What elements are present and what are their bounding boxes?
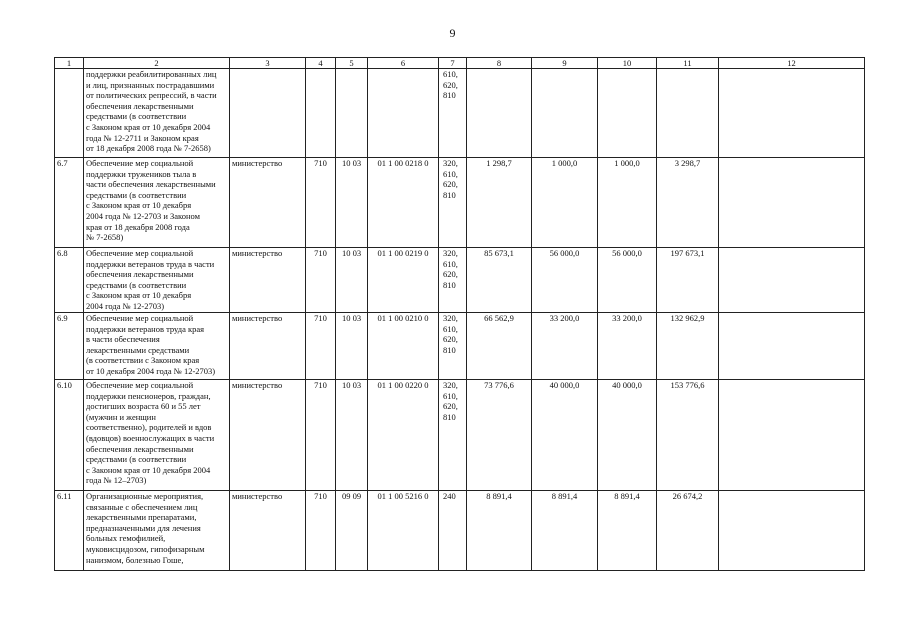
executor-cell: министерство [230,491,306,571]
target-article-cell: 01 1 00 5216 0 [368,491,439,571]
measure-name-cell-line: 2004 года № 12-2703) [86,300,165,311]
grbs-code-cell [306,69,336,158]
measure-name-cell-line: (в соответствии с Законом края [86,355,200,366]
measure-name-cell-line: предназначенными для лечения [86,522,201,533]
total-cell: 153 776,6 [657,380,719,491]
amount-cell-col9: 1 000,0 [532,158,598,248]
column-header: 11 [657,58,719,69]
row-number-cell: 6.10 [55,380,84,491]
measure-name-cell-line: с Законом края от 10 декабря [86,200,192,211]
measure-name-cell [84,380,230,491]
column-header: 7 [439,58,467,69]
expense-type-cell-line: 320, [443,380,458,390]
column-header: 3 [230,58,306,69]
expense-type-cell-line: 620, [443,79,458,90]
measure-name-cell-line: поддержки реабилитированных лиц [86,69,217,79]
table-row [55,69,865,158]
table-row [55,248,865,313]
measure-name-cell-line: (мужчин и женщин [86,411,156,422]
measure-name-cell-line: средствами (в соответствии [86,111,187,122]
measure-name-cell-line: соответственно), родителей и вдов [86,422,212,433]
amount-cell-col8: 73 776,6 [467,380,532,491]
measure-name-cell-line: связанные с обеспечением лиц [86,501,198,512]
table-header-row [55,58,865,69]
executor-cell [230,69,306,158]
total-cell [657,69,719,158]
measure-name-cell-line: № 7-2658) [86,232,124,243]
amount-cell-col8: 85 673,1 [467,248,532,313]
measure-name-cell [84,69,230,158]
measure-name-cell-line: года № 12–2703) [86,475,147,486]
measure-name-cell-line: поддержки тружеников тыла в [86,168,197,179]
expense-type-cell-line: 620, [443,401,458,412]
expense-type-cell [439,248,467,313]
amount-cell-col8: 66 562,9 [467,313,532,380]
measure-name-cell-line: Обеспечение мер социальной [86,158,194,168]
expense-type-cell [439,491,467,571]
target-article-cell: 01 1 00 0220 0 [368,380,439,491]
result-cell [719,380,865,491]
column-header: 5 [336,58,368,69]
amount-cell-col9: 33 200,0 [532,313,598,380]
expense-type-cell-line: 810 [443,90,456,101]
measure-name-cell-line: от 10 декабря 2004 года № 12-2703) [86,365,216,376]
measure-name-cell-line: в части обеспечения [86,334,160,345]
expense-type-cell-line: 610, [443,390,458,401]
column-header: 12 [719,58,865,69]
measure-name-cell-line: 2004 года № 12-2703 и Законом [86,210,200,221]
expense-type-cell [439,69,467,158]
result-cell [719,491,865,571]
column-header: 10 [598,58,657,69]
expense-type-cell-line: 810 [443,279,456,290]
amount-cell-col10: 1 000,0 [598,158,657,248]
measure-name-cell [84,158,230,248]
amount-cell-col8: 8 891,4 [467,491,532,571]
total-cell: 3 298,7 [657,158,719,248]
table-row [55,313,865,380]
measure-name-cell-line: нанизмом, болезнью Гоше, [86,554,184,565]
amount-cell-col10 [598,69,657,158]
column-header: 8 [467,58,532,69]
amount-cell-col10: 8 891,4 [598,491,657,571]
section-code-cell: 09 09 [336,491,368,571]
measure-name-cell-line: и лиц, признанных пострадавшими [86,79,215,90]
section-code-cell: 10 03 [336,248,368,313]
table-row [55,491,865,571]
result-cell [719,69,865,158]
budget-table [54,57,865,571]
page-number: 9 [449,26,456,40]
amount-cell-col8: 1 298,7 [467,158,532,248]
amount-cell-col9: 40 000,0 [532,380,598,491]
column-header: 9 [532,58,598,69]
grbs-code-cell: 710 [306,491,336,571]
measure-name-cell [84,313,230,380]
expense-type-cell-line: 620, [443,269,458,280]
measure-name-cell-line: обеспечения лекарственными [86,443,194,454]
executor-cell: министерство [230,248,306,313]
result-cell [719,158,865,248]
section-code-cell: 10 03 [336,158,368,248]
executor-cell: министерство [230,380,306,491]
measure-name-cell-line: поддержки ветеранов труда в части [86,258,215,269]
amount-cell-col8 [467,69,532,158]
target-article-cell: 01 1 00 0218 0 [368,158,439,248]
measure-name-cell-line: Организационные мероприятия, [86,491,204,501]
expense-type-cell [439,158,467,248]
expense-type-cell [439,380,467,491]
measure-name-cell-line: Обеспечение мер социальной [86,313,194,323]
measure-name-cell-line: (вдовцов) военнослужащих в части [86,432,215,443]
expense-type-cell-line: 610, [443,168,458,179]
measure-name-cell-line: средствами (в соответствии [86,454,187,465]
measure-name-cell-line: от политических репрессий, в части [86,90,217,101]
section-code-cell: 10 03 [336,380,368,491]
measure-name-cell-line: поддержки ветеранов труда края [86,323,205,334]
measure-name-cell-line: средствами (в соответствии [86,189,187,200]
total-cell: 132 962,9 [657,313,719,380]
measure-name-cell-line: поддержки пенсионеров, граждан, [86,390,211,401]
grbs-code-cell: 710 [306,248,336,313]
measure-name-cell-line: Обеспечение мер социальной [86,380,194,390]
expense-type-cell-line: 610, [443,323,458,334]
expense-type-cell-line: 610, [443,69,458,79]
measure-name-cell-line: муковисцидозом, гипофизарным [86,543,205,554]
amount-cell-col10: 40 000,0 [598,380,657,491]
amount-cell-col10: 56 000,0 [598,248,657,313]
section-code-cell [336,69,368,158]
grbs-code-cell: 710 [306,313,336,380]
row-number-cell: 6.11 [55,491,84,571]
expense-type-cell-line: 810 [443,344,456,355]
measure-name-cell-line: обеспечения лекарственными [86,100,194,111]
executor-cell: министерство [230,158,306,248]
measure-name-cell-line: от 18 декабря 2008 года № 7-2658) [86,143,211,154]
expense-type-cell-line: 610, [443,258,458,269]
expense-type-cell-line: 810 [443,411,456,422]
row-number-cell [55,69,84,158]
target-article-cell: 01 1 00 0219 0 [368,248,439,313]
measure-name-cell-line: года № 12-2711 и Законом края [86,132,199,143]
total-cell: 197 673,1 [657,248,719,313]
measure-name-cell-line: Обеспечение мер социальной [86,248,194,258]
target-article-cell [368,69,439,158]
measure-name-cell [84,491,230,571]
column-header: 4 [306,58,336,69]
row-number-cell: 6.8 [55,248,84,313]
column-header: 1 [55,58,84,69]
measure-name-cell-line: лекарственными средствами [86,344,190,355]
expense-type-cell-line: 320, [443,248,458,258]
grbs-code-cell: 710 [306,380,336,491]
target-article-cell: 01 1 00 0210 0 [368,313,439,380]
executor-cell: министерство [230,313,306,380]
result-cell [719,248,865,313]
measure-name-cell-line: достигших возраста 60 и 55 лет [86,401,201,412]
result-cell [719,313,865,380]
column-header: 6 [368,58,439,69]
amount-cell-col9 [532,69,598,158]
measure-name-cell-line: края от 18 декабря 2008 года [86,221,190,232]
expense-type-cell [439,313,467,380]
expense-type-cell-line: 320, [443,158,458,168]
amount-cell-col9: 8 891,4 [532,491,598,571]
table-row [55,380,865,491]
amount-cell-col9: 56 000,0 [532,248,598,313]
column-header: 2 [84,58,230,69]
row-number-cell: 6.7 [55,158,84,248]
measure-name-cell-line: больных гемофилией, [86,533,166,544]
expense-type-cell-line: 320, [443,313,458,323]
measure-name-cell-line: части обеспечения лекарственными [86,179,216,190]
expense-type-cell-line: 620, [443,179,458,190]
row-number-cell: 6.9 [55,313,84,380]
table-row [55,158,865,248]
expense-type-cell-line: 620, [443,334,458,345]
measure-name-cell-line: средствами (в соответствии [86,279,187,290]
expense-type-cell-line: 240 [443,491,456,501]
total-cell: 26 674,2 [657,491,719,571]
measure-name-cell-line: с Законом края от 10 декабря 2004 [86,121,211,132]
measure-name-cell [84,248,230,313]
expense-type-cell-line: 810 [443,189,456,200]
amount-cell-col10: 33 200,0 [598,313,657,380]
measure-name-cell-line: обеспечения лекарственными [86,269,194,280]
measure-name-cell-line: лекарственными препаратами, [86,512,197,523]
measure-name-cell-line: с Законом края от 10 декабря [86,290,192,301]
grbs-code-cell: 710 [306,158,336,248]
measure-name-cell-line: с Законом края от 10 декабря 2004 [86,464,211,475]
section-code-cell: 10 03 [336,313,368,380]
